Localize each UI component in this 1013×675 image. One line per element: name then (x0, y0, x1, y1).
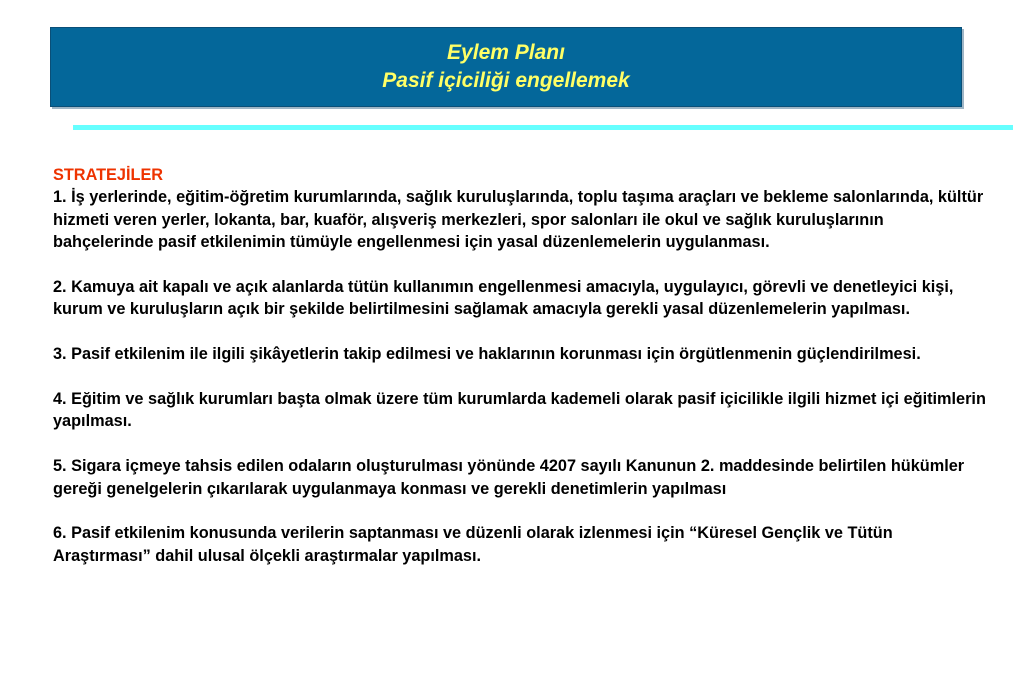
page-title: Eylem Planı (447, 41, 565, 64)
strategy-item-6: 6. Pasif etkilenim konusunda verilerin saptanması ve düzenli olarak izlenmesi için “Küresel Gençlik ve Tütün Araştırması” dahil ulusal ölçekli araştırmalar yapılması. (53, 524, 893, 565)
strategy-item-2: 2. Kamuya ait kapalı ve açık alanlarda tütün kullanımın engellenmesi amacıyla, uygulayıcı, görevli ve denetleyici kişi, kurum ve kuruluşların açık bir şekilde belirtilmesini sağlamak amacıyla gerekli yasal düzenlemelerin yapılması. (53, 278, 954, 319)
strategies-heading: STRATEJİLER (53, 166, 164, 184)
title-banner (50, 27, 962, 107)
page-subtitle: Pasif içiciliği engellemek (382, 69, 630, 92)
strategy-item-3: 3. Pasif etkilenim ile ilgili şikâyetlerin takip edilmesi ve haklarının korunması için örgütlenmenin güçlendirilmesi. (53, 345, 921, 364)
strategy-item-1: 1. İş yerlerinde, eğitim-öğretim kurumlarında, sağlık kuruluşlarında, toplu taşıma araçları ve bekleme salonlarında, kültür hizmeti veren yerler, lokanta, bar, kuaför, alışveriş merkezleri, spor salonları ile okul ve sağlık kuruluşlarının bahçelerinde pasif etkilenimin tümüyle engellenmesi için yasal düzenlemelerin uygulanması. (53, 188, 984, 252)
strategies-section (53, 164, 988, 590)
strategy-item-4: 4. Eğitim ve sağlık kurumları başta olmak üzere tüm kurumlarda kademeli olarak pasif içicilikle ilgili hizmet içi eğitimlerin yapılması. (53, 390, 986, 431)
strategy-item-5: 5. Sigara içmeye tahsis edilen odaların oluşturulması yönünde 4207 sayılı Kanunun 2. maddesinde belirtilen hükümler gereği genelgelerin çıkarılarak uygulanmaya konması ve gerekli denetimlerin yapılması (53, 457, 965, 498)
title-divider (73, 125, 1013, 130)
